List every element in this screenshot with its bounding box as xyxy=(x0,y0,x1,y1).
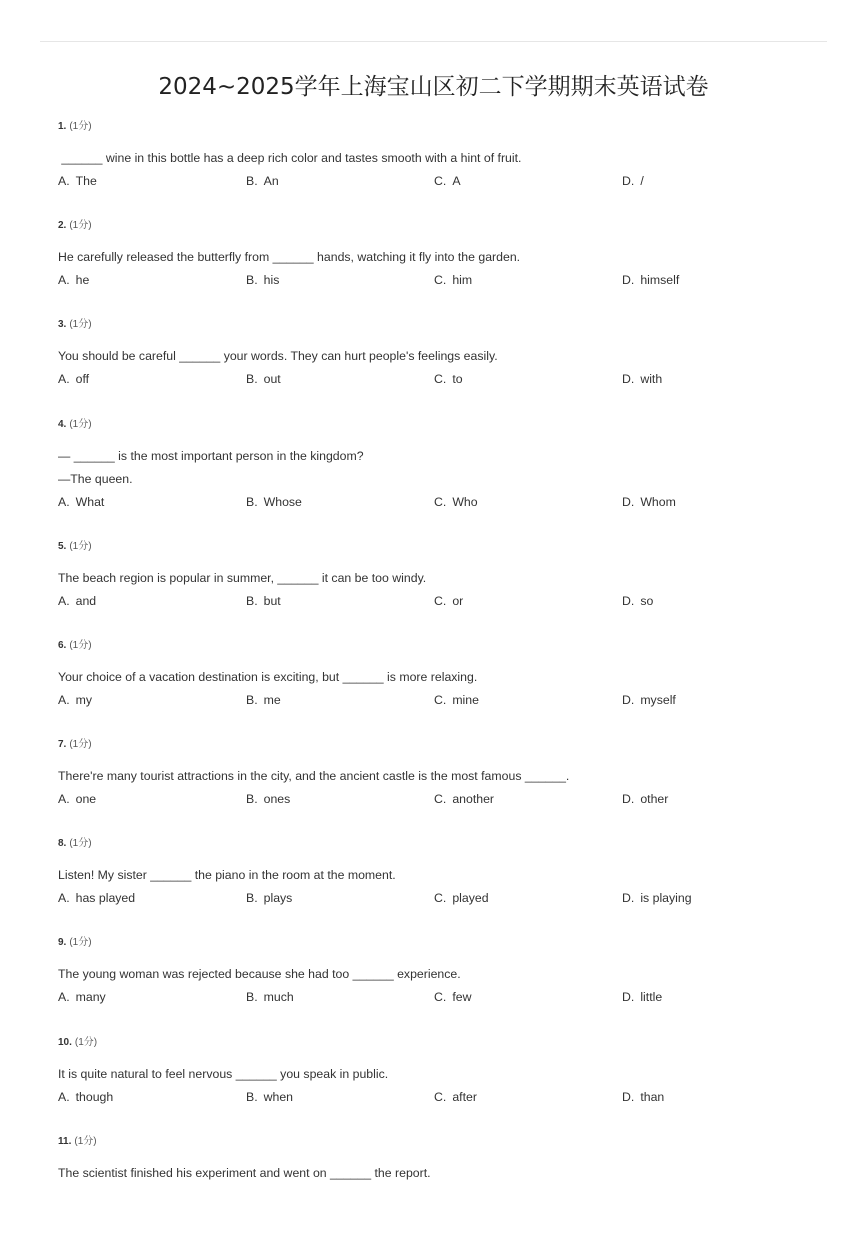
answer-options xyxy=(58,591,818,611)
option-c[interactable] xyxy=(434,888,489,908)
option-letter: C. xyxy=(434,1089,447,1104)
question-score: (1分) xyxy=(69,418,92,430)
option-text: myself xyxy=(640,692,676,707)
answer-options xyxy=(58,171,818,191)
option-text: him xyxy=(452,273,473,288)
option-text: played xyxy=(452,891,489,906)
question-stem-line: The scientist finished his experiment and went on ______ the report. xyxy=(58,1165,431,1180)
option-letter: B. xyxy=(246,1089,258,1104)
option-letter: C. xyxy=(434,593,447,608)
option-text: he xyxy=(75,273,90,288)
question-stem-line: Listen! My sister ______ the piano in the room at the moment. xyxy=(58,868,396,883)
question-item xyxy=(58,1134,818,1233)
option-text: with xyxy=(640,372,663,387)
question-header xyxy=(58,317,92,333)
option-text: What xyxy=(75,494,105,509)
question-header xyxy=(58,836,92,852)
question-number: 1. xyxy=(58,121,67,132)
option-text: Whom xyxy=(640,494,676,509)
question-stem-line: — ______ is the most important person in the kingdom? xyxy=(58,448,364,463)
question-stem xyxy=(58,963,461,986)
option-text: when xyxy=(263,1089,294,1104)
option-letter: A. xyxy=(58,174,70,188)
question-stem xyxy=(58,864,396,887)
option-d[interactable] xyxy=(622,888,692,908)
question-number: 5. xyxy=(58,540,67,552)
question-number: 11. xyxy=(58,1135,72,1147)
question-item xyxy=(58,737,818,836)
question-number: 7. xyxy=(58,738,67,750)
question-stem xyxy=(58,1162,431,1185)
question-item xyxy=(58,218,818,317)
question-number: 9. xyxy=(58,937,67,949)
question-stem xyxy=(58,666,477,689)
option-d[interactable] xyxy=(622,369,662,389)
question-score: (1分) xyxy=(69,319,92,331)
question-item xyxy=(58,638,818,737)
option-a[interactable] xyxy=(58,789,96,809)
question-item xyxy=(58,317,818,416)
option-d[interactable] xyxy=(622,492,676,512)
option-c[interactable] xyxy=(434,171,461,191)
option-letter: A. xyxy=(58,891,70,906)
question-score: (1分) xyxy=(69,220,92,232)
option-letter: B. xyxy=(246,692,258,707)
option-letter: C. xyxy=(434,372,447,387)
option-text: other xyxy=(640,791,669,806)
page-title: 2024~2025学年上海宝山区初二下学期期末英语试卷 xyxy=(158,74,709,100)
question-stem-line: Your choice of a vacation destination is exciting, but ______ is more relaxing. xyxy=(58,669,478,684)
option-letter: C. xyxy=(434,692,447,707)
question-header xyxy=(58,218,92,234)
option-letter: B. xyxy=(246,891,258,906)
question-score: (1分) xyxy=(74,1036,98,1048)
option-b[interactable] xyxy=(246,888,292,908)
question-header xyxy=(58,1134,97,1150)
answer-options xyxy=(58,789,818,809)
question-score: (1分) xyxy=(69,540,92,552)
option-letter: A. xyxy=(58,494,70,509)
option-a[interactable] xyxy=(58,690,92,710)
question-stem xyxy=(58,1063,388,1086)
question-header xyxy=(58,1035,97,1051)
option-letter: C. xyxy=(434,273,447,288)
question-header xyxy=(58,539,92,555)
question-item xyxy=(58,1035,818,1134)
question-score: (1分) xyxy=(69,937,92,949)
option-text: to xyxy=(452,372,463,387)
option-text: many xyxy=(75,990,106,1005)
answer-options xyxy=(58,492,818,512)
option-letter: A. xyxy=(58,692,70,707)
answer-options xyxy=(58,690,818,710)
option-a[interactable] xyxy=(58,171,97,191)
option-text: off xyxy=(75,372,90,387)
option-letter: C. xyxy=(434,891,447,906)
question-header xyxy=(58,737,92,753)
option-b[interactable] xyxy=(246,1087,293,1107)
option-text: though xyxy=(75,1089,114,1104)
option-c[interactable] xyxy=(434,690,479,710)
question-score: (1分) xyxy=(69,838,92,850)
option-a[interactable] xyxy=(58,987,106,1007)
option-text: himself xyxy=(640,273,680,288)
question-item xyxy=(58,417,818,539)
option-letter: D. xyxy=(622,593,635,608)
option-letter: D. xyxy=(622,692,635,707)
option-text: has played xyxy=(75,891,136,906)
option-d[interactable] xyxy=(622,1087,664,1107)
option-letter: D. xyxy=(622,990,635,1005)
answer-options xyxy=(58,888,818,908)
question-stem xyxy=(58,246,520,269)
question-number: 3. xyxy=(58,319,67,331)
option-letter: B. xyxy=(246,791,258,806)
option-text: A xyxy=(452,174,461,188)
question-stem xyxy=(58,345,498,368)
question-stem-line: It is quite natural to feel nervous ______ you speak in public. xyxy=(58,1066,389,1081)
question-score: (1分) xyxy=(74,1135,97,1147)
answer-options xyxy=(58,987,818,1007)
question-stem-line: You should be careful ______ your words. They can hurt people's feelings easily. xyxy=(58,349,498,364)
question-stem xyxy=(58,567,426,590)
option-text: so xyxy=(640,593,654,608)
option-letter: A. xyxy=(58,990,70,1005)
option-letter: C. xyxy=(434,791,447,806)
option-text: is playing xyxy=(640,891,692,906)
option-text: after xyxy=(452,1089,477,1104)
option-d[interactable] xyxy=(622,987,662,1007)
option-b[interactable] xyxy=(246,987,294,1007)
option-text: Whose xyxy=(263,494,302,509)
option-text: few xyxy=(452,990,472,1005)
question-stem-line: The young woman was rejected because she had too ______ experience. xyxy=(58,967,461,982)
option-d[interactable] xyxy=(622,690,676,710)
option-text: The xyxy=(75,174,97,188)
option-text: his xyxy=(263,273,280,288)
option-a[interactable] xyxy=(58,888,135,908)
option-b[interactable] xyxy=(246,369,281,389)
page-top-divider xyxy=(40,41,827,42)
question-item xyxy=(58,539,818,638)
option-text: little xyxy=(640,990,663,1005)
answer-options xyxy=(58,1087,818,1107)
option-d[interactable] xyxy=(622,171,644,191)
option-c[interactable] xyxy=(434,492,478,512)
option-text: or xyxy=(452,593,464,608)
question-score: (1分) xyxy=(69,738,92,750)
option-c[interactable] xyxy=(434,270,472,290)
question-stem xyxy=(58,147,521,170)
option-c[interactable] xyxy=(434,1087,477,1107)
question-header xyxy=(58,417,92,433)
question-item xyxy=(58,836,818,935)
option-text: and xyxy=(75,593,97,608)
question-number: 8. xyxy=(58,838,67,850)
option-letter: B. xyxy=(246,273,258,288)
question-item xyxy=(58,119,818,218)
option-letter: C. xyxy=(434,494,447,509)
option-text: my xyxy=(75,692,93,707)
option-c[interactable] xyxy=(434,987,471,1007)
question-stem-line: He carefully released the butterfly from ______ hands, watching it fly into the garden. xyxy=(58,250,521,265)
question-item xyxy=(58,935,818,1034)
option-text: one xyxy=(75,791,97,806)
option-a[interactable] xyxy=(58,369,89,389)
option-letter: C. xyxy=(434,990,447,1005)
option-text: much xyxy=(263,990,294,1005)
option-text: than xyxy=(640,1089,665,1104)
option-d[interactable] xyxy=(622,789,668,809)
option-text: me xyxy=(263,692,281,707)
option-letter: D. xyxy=(622,372,635,387)
question-number: 4. xyxy=(58,418,67,430)
option-letter: D. xyxy=(622,494,635,509)
option-letter: D. xyxy=(622,891,635,906)
question-header xyxy=(58,935,92,951)
option-text: mine xyxy=(452,692,479,707)
option-d[interactable] xyxy=(622,591,653,611)
option-b[interactable] xyxy=(246,270,279,290)
question-header xyxy=(58,638,92,654)
option-letter: D. xyxy=(622,791,635,806)
option-b[interactable] xyxy=(246,171,279,191)
question-list xyxy=(58,119,818,1233)
option-b[interactable] xyxy=(246,492,302,512)
option-c[interactable] xyxy=(434,369,463,389)
option-text: plays xyxy=(263,891,293,906)
option-letter: B. xyxy=(246,494,258,509)
option-b[interactable] xyxy=(246,690,281,710)
option-text: another xyxy=(452,791,495,806)
answer-options xyxy=(58,369,818,389)
option-b[interactable] xyxy=(246,591,281,611)
question-score: (1分) xyxy=(69,121,92,132)
question-number: 2. xyxy=(58,220,67,232)
option-d[interactable] xyxy=(622,270,679,290)
option-letter: B. xyxy=(246,990,258,1005)
question-number: 6. xyxy=(58,639,67,651)
option-text: ones xyxy=(263,791,291,806)
option-text: but xyxy=(263,593,281,608)
option-letter: D. xyxy=(622,1089,635,1104)
question-stem-line: ______ wine in this bottle has a deep rich color and tastes smooth with a hint of fruit. xyxy=(58,151,522,165)
question-score: (1分) xyxy=(69,639,92,651)
option-c[interactable] xyxy=(434,789,494,809)
option-letter: A. xyxy=(58,791,70,806)
option-text: out xyxy=(263,372,281,387)
option-letter: D. xyxy=(622,174,635,188)
option-letter: C. xyxy=(434,174,447,188)
option-a[interactable] xyxy=(58,591,96,611)
option-a[interactable] xyxy=(58,270,89,290)
option-b[interactable] xyxy=(246,789,290,809)
option-letter: B. xyxy=(246,593,258,608)
option-c[interactable] xyxy=(434,591,463,611)
question-stem-line: —The queen. xyxy=(58,471,133,486)
option-a[interactable] xyxy=(58,492,104,512)
option-a[interactable] xyxy=(58,1087,113,1107)
option-letter: B. xyxy=(246,372,258,387)
question-header xyxy=(58,119,92,135)
option-letter: B. xyxy=(246,174,258,188)
option-text: Who xyxy=(452,494,478,509)
question-number: 10. xyxy=(58,1036,72,1048)
option-text: An xyxy=(263,174,279,188)
option-letter: D. xyxy=(622,273,635,288)
option-letter: A. xyxy=(58,1089,70,1104)
answer-options xyxy=(58,270,818,290)
question-stem-line: The beach region is popular in summer, ______ it can be too windy. xyxy=(58,570,427,585)
option-letter: A. xyxy=(58,273,70,288)
option-letter: A. xyxy=(58,593,70,608)
option-text: / xyxy=(640,174,644,188)
question-stem xyxy=(58,765,569,788)
question-stem xyxy=(58,445,364,491)
question-stem-line: There're many tourist attractions in the city, and the ancient castle is the most famous ______. xyxy=(58,768,570,783)
option-letter: A. xyxy=(58,372,70,387)
